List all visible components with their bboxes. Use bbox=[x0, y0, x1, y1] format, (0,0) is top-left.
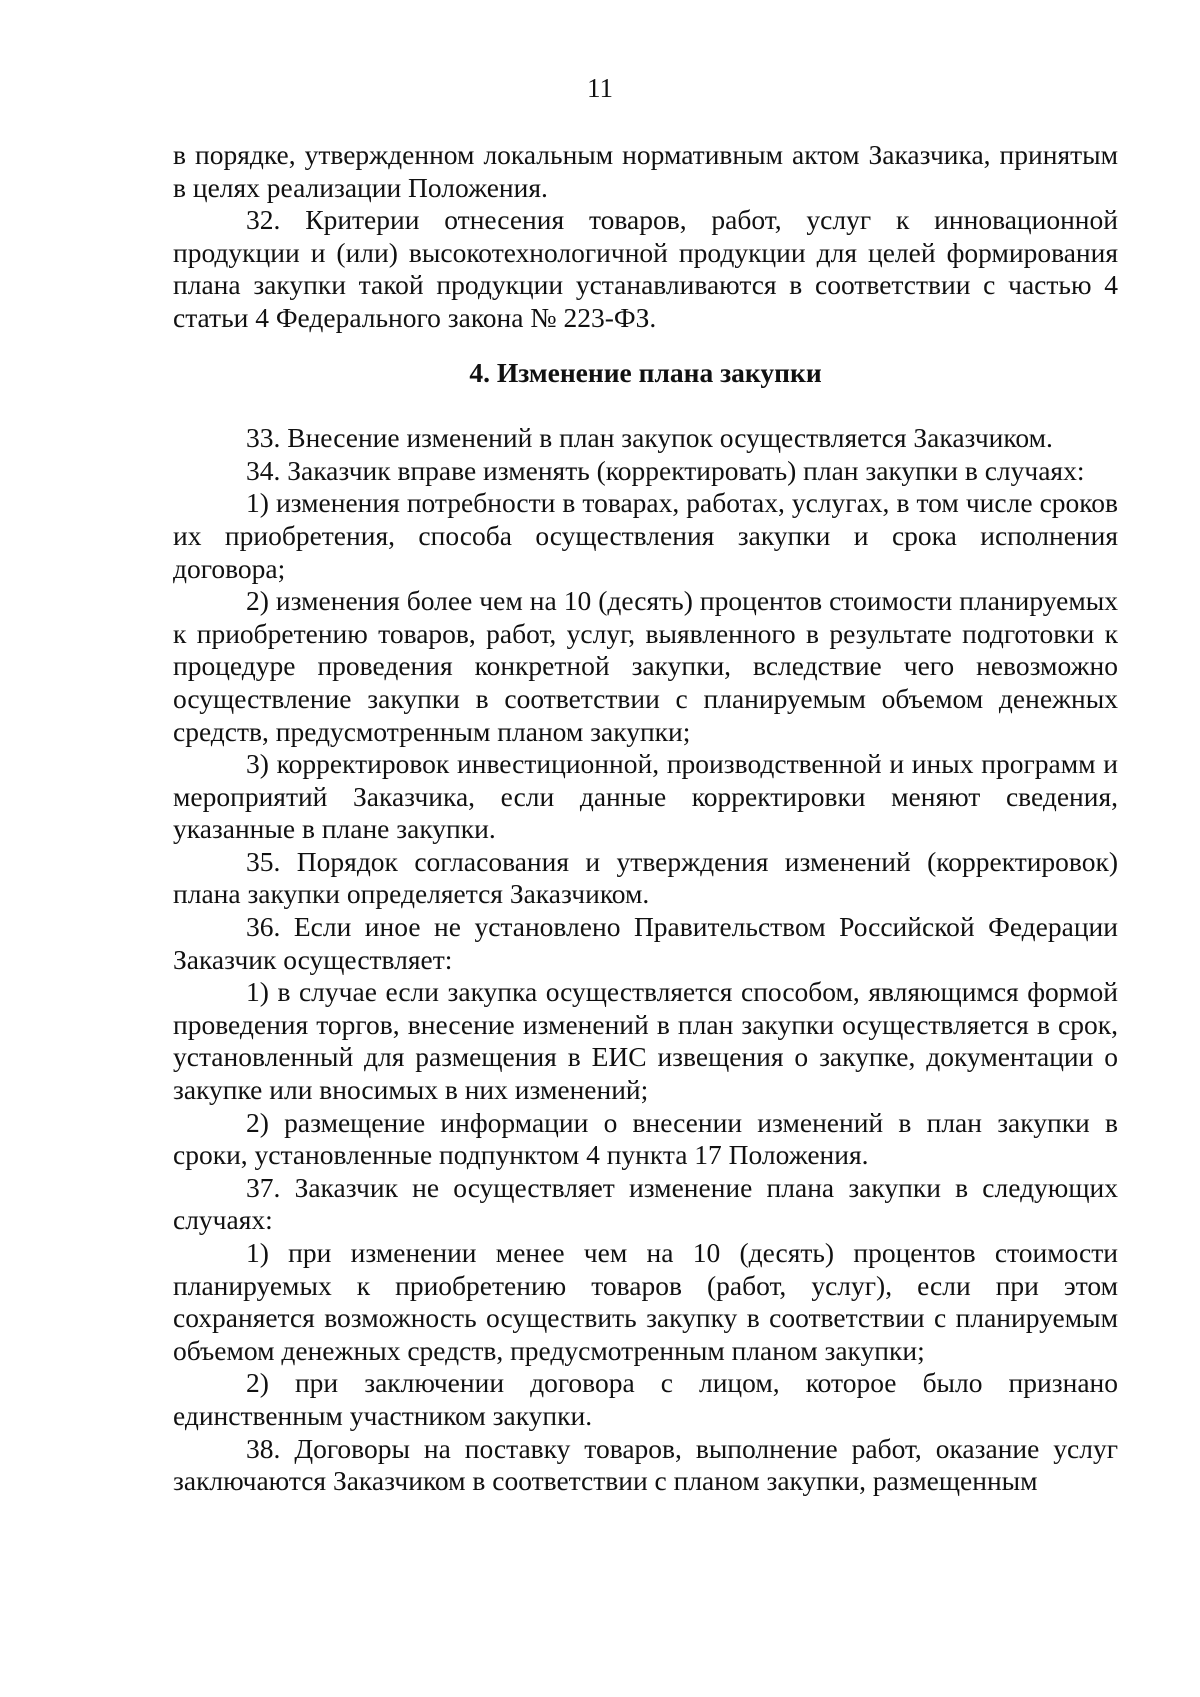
paragraph: 35. Порядок согласования и утверждения изменений (корректировок) плана закупки определяется Заказчиком. bbox=[173, 845, 1118, 910]
paragraph: в порядке, утвержденном локальным нормативным актом Заказчика, принятым в целях реализации Положения. bbox=[173, 139, 1118, 203]
paragraph: 34. Заказчик вправе изменять (корректировать) план закупки в случаях: bbox=[246, 454, 1085, 486]
paragraph: 33. Внесение изменений в план закупок осуществляется Заказчиком. bbox=[246, 422, 1053, 454]
paragraph: 32. Критерии отнесения товаров, работ, услуг к инновационной продукции и (или) высокотехнологичной продукции для целей формирования плана закупки такой продукции устанавливаются в соответствии с частью 4 статьи 4 Федерального закона № 223-ФЗ. bbox=[173, 204, 1118, 333]
document-body bbox=[173, 139, 1118, 1498]
page-number: 11 bbox=[587, 73, 613, 103]
paragraph: 2) изменения более чем на 10 (десять) процентов стоимости планируемых к приобретению товаров, работ, услуг, выявленного в результате подготовки к процедуре проведения конкретной закупки, вследствие чего невозможно осуществление закупки в соответствии с планируемым объемом денежных средств, предусмотренным планом закупки; bbox=[173, 585, 1118, 747]
paragraph: 37. Заказчик не осуществляет изменение плана закупки в следующих случаях: bbox=[173, 1171, 1118, 1236]
paragraph: 38. Договоры на поставку товаров, выполнение работ, оказание услуг заключаются Заказчиком в соответствии с планом закупки, размещенным bbox=[173, 1432, 1118, 1497]
paragraph: 2) размещение информации о внесении изменений в план закупки в сроки, установленные подпунктом 4 пункта 17 Положения. bbox=[173, 1106, 1118, 1171]
paragraphs-after-heading bbox=[173, 422, 1118, 1498]
paragraph: 3) корректировок инвестиционной, производственной и иных программ и мероприятий Заказчика, если данные корректировки меняют сведения, указанные в плане закупки. bbox=[173, 748, 1118, 845]
section-heading: 4. Изменение плана закупки bbox=[469, 356, 822, 388]
paragraph: 1) изменения потребности в товарах, работах, услугах, в том числе сроков их приобретения, способа осуществления закупки и срока исполнения договора; bbox=[173, 487, 1118, 584]
paragraphs-before-heading bbox=[173, 139, 1118, 335]
paragraph: 36. Если иное не установлено Правительством Российской Федерации Заказчик осуществляет: bbox=[173, 911, 1118, 975]
paragraph: 2) при заключении договора с лицом, которое было признано единственным участником закупки. bbox=[173, 1367, 1118, 1431]
paragraph: 1) в случае если закупка осуществляется способом, являющимся формой проведения торгов, внесение изменений в план закупки осуществляется в срок, установленный для размещения в ЕИС извещения о закупке, документации о закупке или вносимых в них изменений; bbox=[173, 976, 1118, 1106]
paragraph: 1) при изменении менее чем на 10 (десять) процентов стоимости планируемых к приобретению товаров (работ, услуг), если при этом сохраняется возможность осуществить закупку в соответствии с планируемым объемом денежных средств, предусмотренным планом закупки; bbox=[173, 1237, 1118, 1366]
